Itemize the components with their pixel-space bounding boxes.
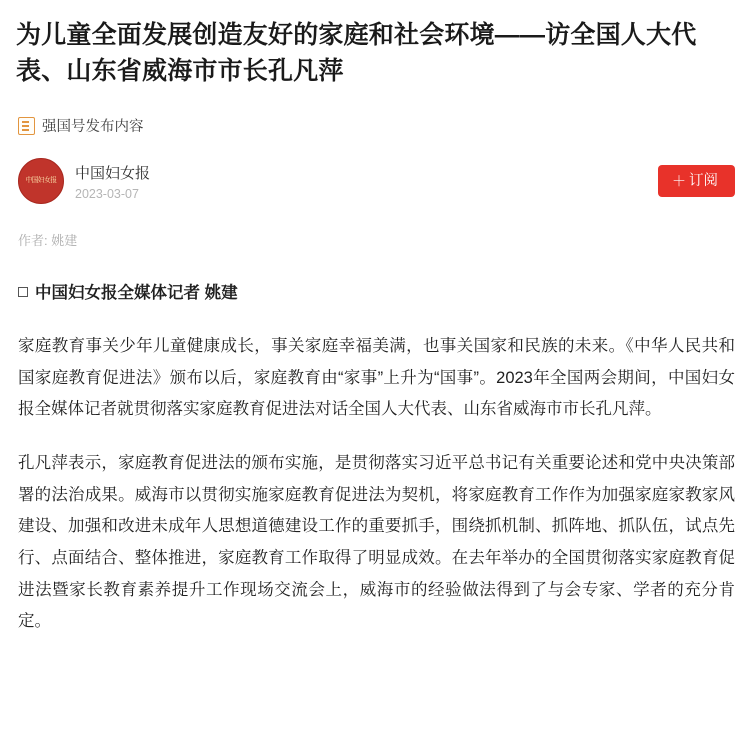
publisher-name[interactable]: 中国妇女报 xyxy=(75,164,151,182)
plus-icon: ＋ xyxy=(672,173,686,189)
source-tag[interactable] xyxy=(18,115,737,136)
subscribe-button[interactable] xyxy=(658,165,735,198)
subscribe-button-label: 订阅 xyxy=(689,172,718,189)
square-bullet-icon xyxy=(18,287,28,297)
avatar-text: 中国妇女报 xyxy=(25,177,57,184)
publisher-meta xyxy=(75,162,150,201)
page-title: 为儿童全面发展创造友好的家庭和社会环境——访全国人大代表、山东省威海市市长孔凡萍 xyxy=(16,21,697,85)
avatar[interactable] xyxy=(18,158,64,204)
article-paragraph: 孔凡萍表示，家庭教育促进法的颁布实施，是贯彻落实习近平总书记有关重要论述和党中央决策部署的法治成果。威海市以贯彻实施家庭教育促进法为契机，将家庭教育工作作为加强家庭家教家风建设、加强和改进未成年人思想道德建设工作的重要抓手，围绕抓机制、抓阵地、抓队伍，试点先行、点面结合、整体推进，家庭教育工作取得了明显成效。在去年举办的全国贯彻落实家庭教育促进法暨家长教育素养提升工作现场交流会上，威海市的经验做法得到了与会专家、学者的充分肯定。 xyxy=(18,454,735,631)
reporter-line xyxy=(18,279,735,303)
author-line: 作者: 姚建 xyxy=(18,233,78,248)
source-tag-label: 强国号发布内容 xyxy=(42,119,144,135)
publisher-row xyxy=(18,158,735,204)
document-tag-icon xyxy=(18,117,35,135)
reporter-line-text: 中国妇女报全媒体记者 姚建 xyxy=(35,284,238,302)
publish-date: 2023-03-07 xyxy=(75,186,139,201)
article-paragraph: 家庭教育事关少年儿童健康成长，事关家庭幸福美满，也事关国家和民族的未来。《中华人民共和国家庭教育促进法》颁布以后，家庭教育由“家事”上升为“国事”。2023年全国两会期间，中国妇女报全媒体记者就贯彻落实家庭教育促进法对话全国人大代表、山东省威海市市长孔凡萍。 xyxy=(18,337,735,419)
